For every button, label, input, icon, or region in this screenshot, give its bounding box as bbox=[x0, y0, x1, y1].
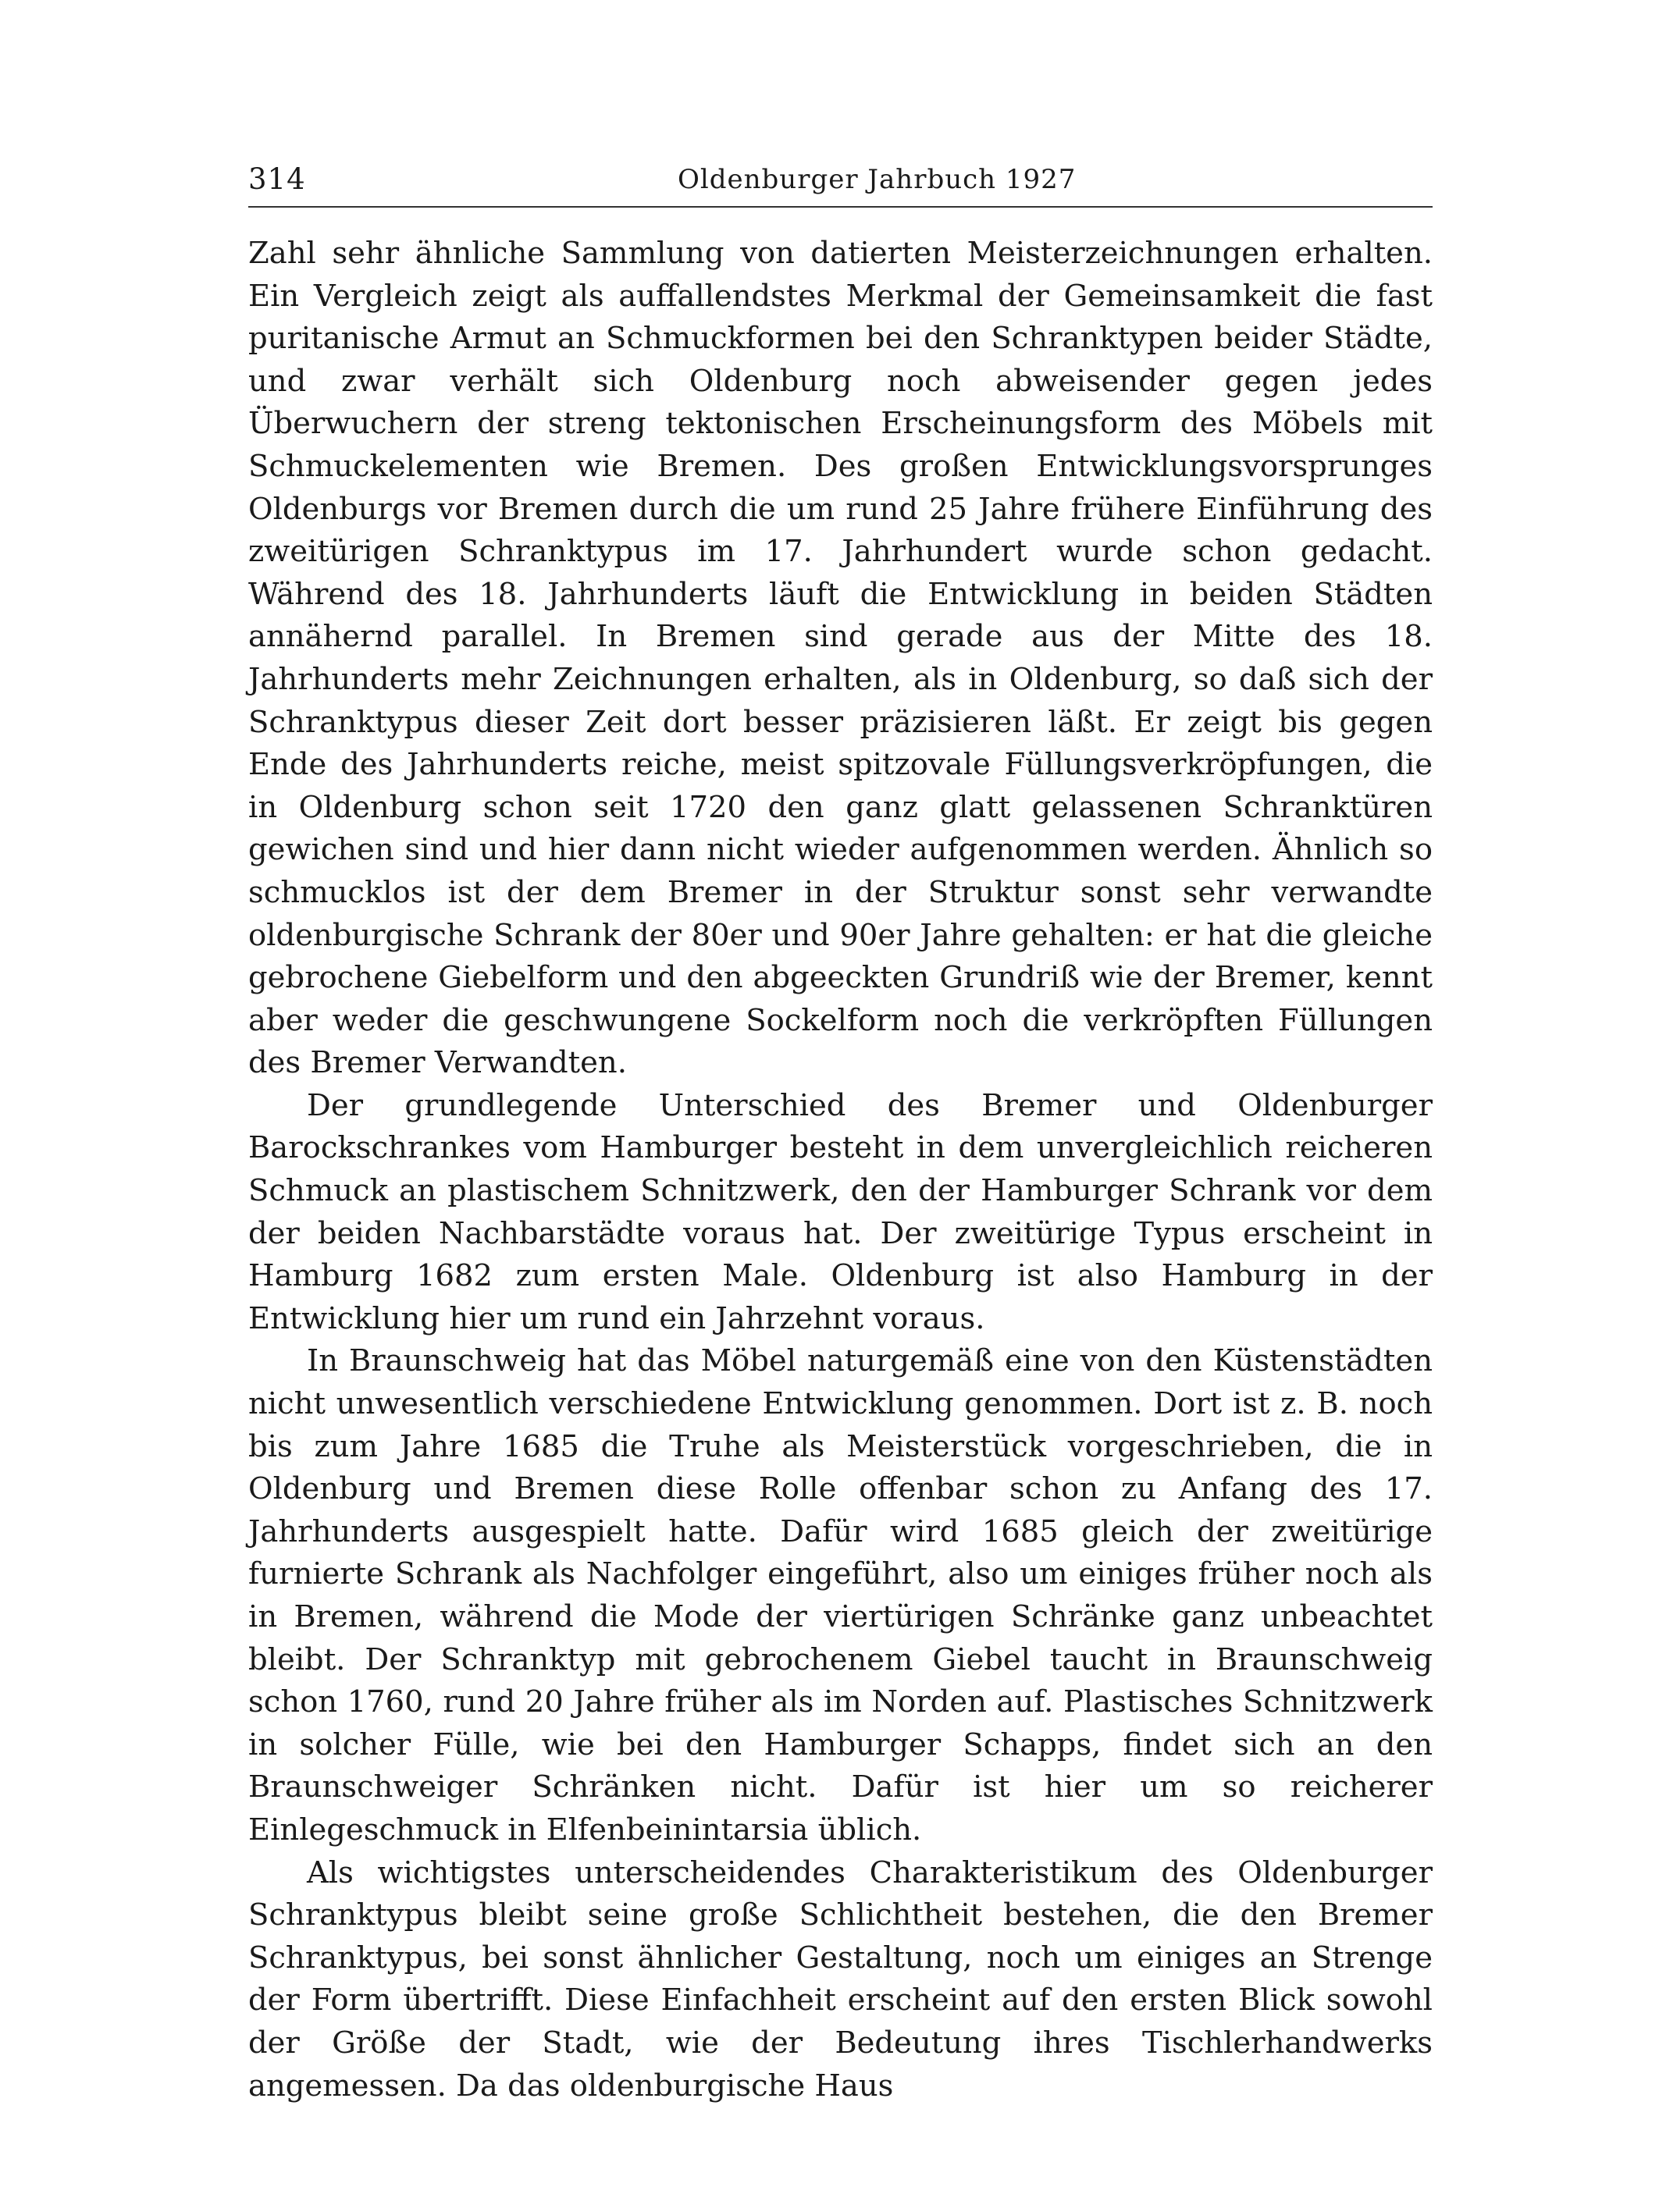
paragraph-4: Als wichtigstes unterscheidendes Charakteristikum des Oldenburger Schranktypus bleibt seine große Schlichtheit bestehen, die den Bremer Schranktypus, bei sonst ähnlicher Gestaltung, noch um einiges an Strenge der Form übertrifft. Diese Einfachheit erscheint auf den ersten Blick sowohl der Größe der Stadt, wie der Bedeutung ihres Tischlerhandwerks angemessen. Da das oldenburgische Haus bbox=[248, 1855, 1433, 2104]
paragraph-3: In Braunschweig hat das Möbel naturgemäß eine von den Küstenstädten nicht unwesentlich verschiedene Entwicklung genommen. Dort ist z. B. noch bis zum Jahre 1685 die Truhe als Meisterstück vorgeschrieben, die in Oldenburg und Bremen diese Rolle offenbar schon zu Anfang des 17. Jahrhunderts ausgespielt hatte. Dafür wird 1685 gleich der zweitürige furnierte Schrank als Nachfolger eingeführt, also um einiges früher noch als in Bremen, während die Mode der viertürigen Schränke ganz unbeachtet bleibt. Der Schranktyp mit gebrochenem Giebel taucht in Braunschweig schon 1760, rund 20 Jahre früher als im Norden auf. Plastisches Schnitzwerk in solcher Fülle, wie bei den Hamburger Schapps, findet sich an den Braunschweiger Schränken nicht. Dafür ist hier um so reicherer Einlegeschmuck in Elfenbeinintarsia üblich. bbox=[248, 1343, 1433, 1847]
paragraph-1: Zahl sehr ähnliche Sammlung von datierten Meisterzeichnungen erhalten. Ein Vergleich zeigt als auffallendstes Merkmal der Gemeinsamkeit die fast puritanische Armut an Schmuckformen bei den Schranktypen beider Städte, und zwar verhält sich Oldenburg noch abweisender gegen jedes Überwuchern der streng tektonischen Erscheinungsform des Möbels mit Schmuckelementen wie Bremen. Des großen Entwicklungsvorsprunges Oldenburgs vor Bremen durch die um rund 25 Jahre frühere Einführung des zweitürigen Schranktypus im 17. Jahrhundert wurde schon gedacht. Während des 18. Jahrhunderts läuft die Entwicklung in beiden Städten annähernd parallel. In Bremen sind gerade aus der Mitte des 18. Jahrhunderts mehr Zeichnungen erhalten, als in Oldenburg, so daß sich der Schranktypus dieser Zeit dort besser präzisieren läßt. Er zeigt bis gegen Ende des Jahrhunderts reiche, meist spitzovale Füllungsverkröpfungen, die in Oldenburg schon seit 1720 den ganz glatt gelassenen Schranktüren gewichen sind und hier dann nicht wieder aufgenommen werden. Ähnlich so schmucklos ist der dem Bremer in der Struktur sonst sehr verwandte oldenburgische Schrank der 80er und 90er Jahre gehalten: er hat die gleiche gebrochene Giebelform und den abgeeckten Grundriß wie der Bremer, kennt aber weder die geschwungene Sockelform noch die verkröpften Füllungen des Bremer Verwandten. bbox=[248, 236, 1433, 1081]
paragraph-2: Der grundlegende Unterschied des Bremer und Oldenburger Barockschrankes vom Hamburger besteht in dem unvergleichlich reicheren Schmuck an plastischem Schnitzwerk, den der Hamburger Schrank vor dem der beiden Nachbarstädte voraus hat. Der zweitürige Typus erscheint in Hamburg 1682 zum ersten Male. Oldenburg ist also Hamburg in der Entwicklung hier um rund ein Jahrzehnt voraus. bbox=[248, 1087, 1433, 1336]
body-text bbox=[248, 233, 1433, 2107]
header-rule bbox=[248, 206, 1433, 208]
page-number: 314 bbox=[248, 162, 306, 196]
page-header bbox=[248, 162, 1433, 209]
running-title: Oldenburger Jahrbuch 1927 bbox=[678, 164, 1077, 195]
